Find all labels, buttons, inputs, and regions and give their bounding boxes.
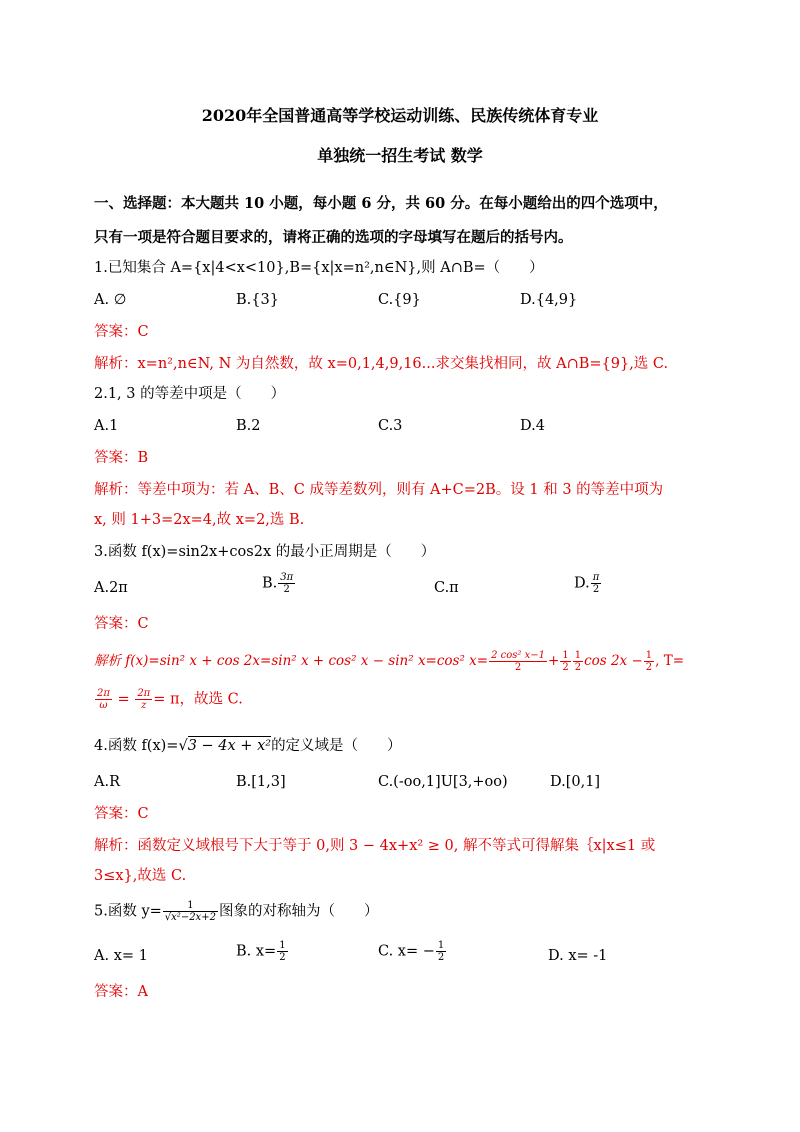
analysis-fraction	[489, 650, 547, 673]
fraction-denominator: 2	[574, 662, 582, 673]
question-5-option-d: D. x= -1	[548, 948, 608, 964]
fraction-numerator: 3π	[280, 572, 294, 583]
question-3-option-b-fraction	[278, 572, 295, 595]
analysis-conclusion: = π，故选 C.	[153, 691, 243, 708]
question-1-option-d: D.{4,9}	[520, 292, 578, 308]
period-fraction-z	[135, 688, 152, 711]
stem-prefix: 4.函数 f(x)=	[94, 738, 179, 754]
stem-prefix: 5.函数 y=	[94, 903, 162, 920]
question-3-stem: 3.函数 f(x)=sin2x+cos2x 的最小正周期是（ ）	[94, 544, 436, 560]
period-fraction-omega	[95, 688, 112, 711]
stem-fraction	[163, 900, 218, 923]
fraction-numerator: 1	[163, 900, 218, 912]
sqrt-expression: 3 − 4x + x²	[187, 738, 272, 754]
question-3-option-d-fraction	[591, 572, 602, 595]
period-label: , T=	[655, 653, 685, 669]
question-1-option-c: C.{9}	[378, 292, 421, 308]
question-3-option-d-label: D.	[574, 575, 590, 592]
option-label: B. x=	[236, 943, 277, 960]
question-1-option-a: A. ∅	[94, 292, 127, 308]
question-3-analysis-line2: $\frac{2\pi}{\omega}$ = $\frac{2\pi}{z}$ = π，故选 C.	[97, 688, 243, 711]
question-4-stem: 4.函数 f(x)=√3 − 4x + x²的定义域是（ ）	[94, 738, 402, 754]
fraction-numerator: 1	[437, 940, 445, 951]
fraction-denominator: 2	[283, 584, 290, 595]
fraction-numerator: π	[592, 572, 600, 583]
question-2-analysis-line1: 解析：等差中项为：若 A、B、C 成等差数列，则有 A+C=2B。设 1 和 3 的等差中项为	[94, 482, 664, 498]
question-4-option-b: B.[1,3]	[236, 774, 286, 790]
fraction-numerator: 2 cos² x−1	[491, 650, 545, 661]
question-2-analysis-line2: x, 则 1+3=2x=4,故 x=2,选 B.	[94, 512, 305, 528]
fraction-numerator: 2π	[97, 688, 110, 699]
fraction-numerator: 1	[574, 650, 582, 661]
question-3-option-b	[262, 572, 296, 595]
question-4-option-a: A.R	[94, 774, 120, 790]
section-heading-line1: 一、选择题：本大题共 10 小题，每小题 6 分，共 60 分。在每小题给出的四个选项中，	[94, 195, 668, 212]
question-3-answer: 答案：C	[94, 616, 149, 632]
question-3-analysis-line1	[94, 650, 684, 673]
fraction-denominator: z	[141, 700, 147, 711]
question-4-answer: 答案：C	[94, 806, 149, 822]
question-1-option-b: B.{3}	[236, 292, 279, 308]
fraction-denominator: 2	[592, 584, 600, 595]
question-5-option-b	[236, 940, 289, 963]
exam-title-line1: 2020年全国普通高等学校运动训练、民族传统体育专业	[201, 106, 599, 125]
question-2-option-b: B.2	[236, 418, 261, 434]
question-2-stem: 2.1, 3 的等差中项是（ ）	[94, 386, 286, 402]
question-5-option-a: A. x= 1	[94, 948, 148, 964]
option-label: C. x= −	[378, 943, 435, 960]
fraction-numerator: 1	[279, 940, 286, 951]
question-2-option-a: A.1	[94, 418, 119, 434]
question-3-option-c: C.π	[434, 580, 459, 596]
plus-sign: +	[548, 653, 560, 669]
question-1-answer: 答案：C	[94, 324, 149, 340]
fraction-denominator: 2	[645, 662, 653, 673]
section-heading-line2: 只有一项是符合题目要求的，请将正确的选项的字母填写在题后的括号内。	[94, 229, 573, 246]
half-fraction	[436, 940, 446, 963]
fraction-denominator: 2	[562, 662, 569, 673]
fraction-denominator: 2	[437, 952, 445, 963]
half-fraction-3	[644, 650, 654, 673]
question-5-stem	[94, 900, 378, 923]
question-4-analysis-line2: 3≤x},故选 C.	[94, 868, 187, 884]
question-2-option-c: C.3	[378, 418, 403, 434]
question-2-option-d: D.4	[520, 418, 545, 434]
question-4-analysis-line1: 解析：函数定义域根号下大于等于 0,则 3 − 4x+x² ≥ 0, 解不等式可得解集｛x|x≤1 或	[94, 838, 656, 854]
fraction-numerator: 1	[562, 650, 569, 661]
question-3-option-d	[574, 572, 602, 595]
fraction-denominator: √x²−2x+2	[164, 912, 216, 923]
question-3-option-b-label: B.	[262, 575, 278, 592]
question-3-option-a: A.2π	[94, 580, 128, 596]
exam-title-line2: 单独统一招生考试 数学	[317, 146, 483, 165]
half-fraction	[560, 650, 570, 673]
question-1-stem: 1.已知集合 A={x|4<x<10},B={x|x=n²,n∈N},则 A∩B=（ ）	[94, 260, 544, 276]
question-5-answer: 答案：A	[94, 984, 148, 1000]
stem-suffix: 的定义域是（ ）	[271, 738, 402, 754]
fraction-numerator: 2π	[137, 688, 151, 699]
question-4-option-c: C.(-oo,1]U[3,+oo)	[378, 774, 508, 790]
stem-suffix: 图象的对称轴为（ ）	[218, 903, 379, 920]
analysis-cos-term: cos 2x −	[584, 653, 643, 669]
half-fraction	[277, 940, 287, 963]
fraction-numerator: 1	[645, 650, 653, 661]
analysis-expression: 解析 f(x)=sin² x + cos 2x=sin² x + cos² x − sin² x=cos² x=	[94, 653, 489, 669]
question-2-answer: 答案：B	[94, 450, 149, 466]
fraction-denominator: 2	[514, 662, 522, 673]
fraction-denominator: ω	[99, 700, 108, 711]
fraction-denominator: 2	[279, 952, 286, 963]
question-1-analysis: 解析：x=n²,n∈N, N 为自然数，故 x=0,1,4,9,16...求交集找相同，故 A∩B={9},选 C.	[94, 356, 669, 372]
question-4-option-d: D.[0,1]	[550, 774, 601, 790]
question-5-option-c	[378, 940, 447, 963]
half-fraction-2	[573, 650, 583, 673]
